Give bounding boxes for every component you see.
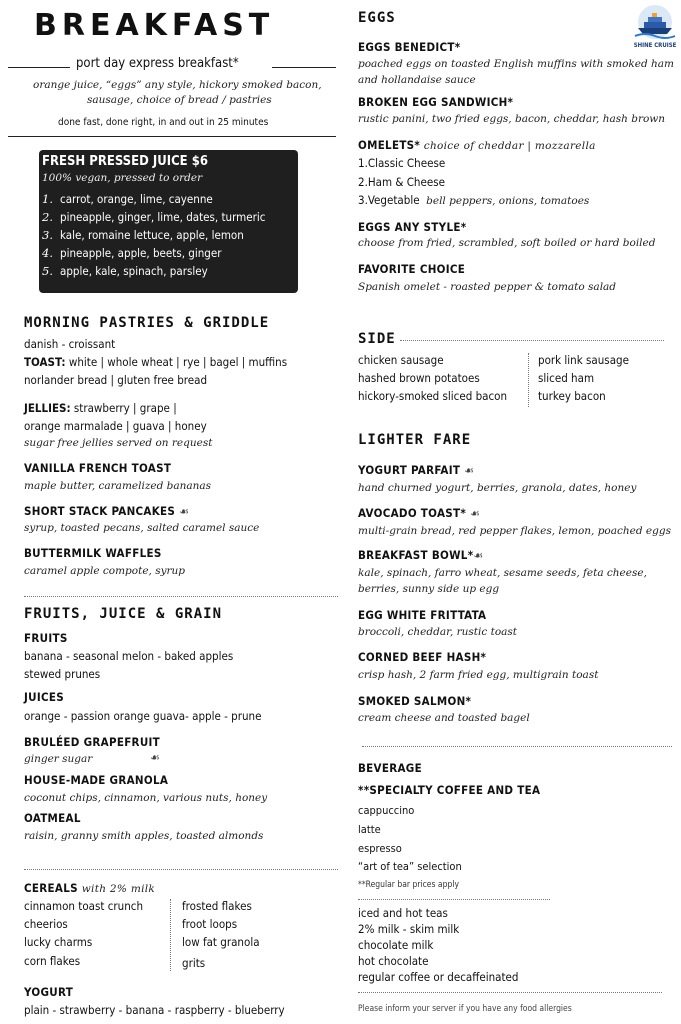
beverage-item: cappuccino (358, 804, 415, 817)
fruits-heading: FRUITS (24, 631, 68, 645)
specialty-heading: **SPECIALTY COFFEE AND TEA (358, 783, 541, 797)
cereal-item: grits (182, 956, 206, 970)
favorite-name: FAVORITE CHOICE (358, 262, 466, 276)
side-item: sliced ham (538, 371, 595, 385)
allergy-note: Please inform your server if you have any food allergies (358, 1004, 572, 1014)
avocado-desc: multi-grain bread, red pepper flakes, lemon, poached eggs (358, 525, 671, 537)
cereal-item: low fat granola (182, 935, 260, 949)
plant-based-icon: ☙ (464, 464, 475, 477)
juice-item-text: apple, kale, spinach, parsley (60, 264, 208, 278)
juice-item-text: pineapple, apple, beets, ginger (60, 246, 222, 260)
plant-based-icon: ☙ (179, 505, 190, 518)
bowl-desc1: kale, spinach, farro wheat, sesame seeds, feta cheese, (358, 567, 647, 579)
plant-based-icon: ☙ (150, 751, 160, 764)
express-divider-right (272, 67, 336, 68)
cereal-item: froot loops (182, 917, 238, 931)
juice-item-number: 5. (42, 264, 53, 278)
favorite-desc: Spanish omelet - roasted pepper & tomato salad (358, 281, 617, 293)
express-divider-left (8, 67, 70, 68)
cruise-logo (630, 4, 680, 52)
beverage-item: “art of tea” selection (358, 860, 462, 873)
grapefruit-name: BRULÉED GRAPEFRUIT (24, 735, 161, 749)
juice-subtitle: 100% vegan, pressed to order (42, 172, 203, 184)
omelets-name: OMELETS* (358, 138, 421, 152)
salmon-name: SMOKED SALMON* (358, 694, 472, 708)
section-divider (24, 596, 338, 597)
juice-item (42, 228, 244, 242)
grapefruit-desc: ginger sugar (24, 753, 93, 765)
omelets-line (358, 138, 596, 153)
juice-item-text: pineapple, ginger, lime, dates, turmeric (60, 210, 266, 224)
toast-line2: norlander bread | gluten free bread (24, 373, 208, 387)
cereal-item: lucky charms (24, 935, 93, 949)
juice-item-number: 1. (42, 192, 53, 206)
side-section-title: SIDE (358, 331, 396, 347)
omelet-option-vegetable (358, 193, 589, 208)
beverage-heading: BEVERAGE (358, 761, 422, 775)
beverage-item: latte (358, 823, 381, 836)
cereal-item: corn flakes (24, 954, 81, 968)
plant-based-icon: ☙ (473, 549, 484, 562)
avocado-label: AVOCADO TOAST* (358, 506, 467, 520)
basic-beverage: iced and hot teas (358, 906, 448, 920)
basic-beverage: hot chocolate (358, 954, 429, 968)
express-tagline: done fast, done right, in and out in 25 minutes (58, 117, 269, 128)
cereals-title: CEREALS (24, 881, 78, 895)
jellies-label: JELLIES: (24, 401, 71, 415)
side-column-divider (528, 353, 529, 407)
beverage-item: espresso (358, 842, 402, 855)
benedict-desc2: and hollandaise sauce (358, 74, 476, 86)
yogurt-line: plain - strawberry - banana - raspberry - blueberry (24, 1003, 285, 1017)
cereal-item: frosted flakes (182, 899, 252, 913)
basic-beverage: regular coffee or decaffeinated (358, 970, 519, 984)
french-toast-desc: maple butter, caramelized bananas (24, 480, 212, 492)
fruits-line1: banana - seasonal melon - baked apples (24, 649, 234, 663)
pancakes-label: SHORT STACK PANCAKES (24, 504, 176, 518)
side-item: hickory-smoked sliced bacon (358, 389, 508, 403)
juices-heading: JUICES (24, 690, 65, 704)
parfait-label: YOGURT PARFAIT (358, 463, 461, 477)
juice-title: FRESH PRESSED JUICE $6 (42, 154, 208, 169)
oatmeal-name: OATMEAL (24, 811, 81, 825)
hash-desc: crisp hash, 2 farm fried egg, multigrain toast (358, 669, 599, 681)
benedict-desc1: poached eggs on toasted English muffins with smoked ham (358, 58, 675, 70)
juice-item (42, 246, 221, 260)
bowl-label: BREAKFAST BOWL* (358, 548, 474, 562)
any-style-desc: choose from fried, scrambled, soft boiled or hard boiled (358, 237, 656, 249)
toast-line (24, 355, 287, 370)
omelet-option: 1.Classic Cheese (358, 156, 446, 170)
express-title: port day express breakfast* (76, 56, 239, 71)
side-divider (400, 340, 664, 341)
yogurt-heading: YOGURT (24, 985, 74, 999)
express-divider-bottom (8, 136, 336, 137)
section-divider (362, 746, 672, 747)
omelet-vegetable-desc: bell peppers, onions, tomatoes (426, 195, 590, 207)
jellies-line (24, 401, 177, 416)
granola-desc: coconut chips, cinnamon, various nuts, honey (24, 792, 268, 804)
parfait-name (358, 463, 474, 478)
parfait-desc: hand churned yogurt, berries, granola, dates, honey (358, 482, 637, 494)
ship-icon (630, 4, 680, 42)
french-toast-name: VANILLA FRENCH TOAST (24, 461, 172, 475)
toast-label: TOAST: (24, 355, 66, 369)
jellies-note: sugar free jellies served on request (24, 437, 213, 449)
toast-options: white | whole wheat | rye | bagel | muffins (65, 355, 288, 369)
omelets-note: choice of cheddar | mozzarella (420, 140, 596, 152)
juice-item-number: 3. (42, 228, 53, 242)
express-desc-line2: sausage, choice of bread / pastries (87, 94, 272, 106)
side-item: pork link sausage (538, 353, 629, 367)
eggs-section-title: EGGS (358, 10, 396, 26)
juice-item (42, 264, 208, 278)
side-item: turkey bacon (538, 389, 606, 403)
benedict-name: EGGS BENEDICT* (358, 40, 461, 54)
pancakes-desc: syrup, toasted pecans, salted caramel sauce (24, 522, 260, 534)
juice-item-text: carrot, orange, lime, cayenne (60, 192, 213, 206)
section-divider (358, 992, 662, 993)
bowl-name (358, 548, 484, 563)
side-item: chicken sausage (358, 353, 444, 367)
cereal-item: cinnamon toast crunch (24, 899, 144, 913)
granola-name: HOUSE-MADE GRANOLA (24, 773, 169, 787)
sandwich-name: BROKEN EGG SANDWICH* (358, 95, 514, 109)
jellies-options: strawberry | grape | (70, 401, 177, 415)
cereals-subtitle: with 2% milk (81, 883, 156, 895)
salmon-desc: cream cheese and toasted bagel (358, 712, 530, 724)
lighter-section-title: LIGHTER FARE (358, 432, 472, 448)
pastries-line: danish - croissant (24, 337, 116, 351)
juice-item (42, 210, 265, 224)
omelet-option: 3.Vegetable (358, 193, 420, 207)
frittata-desc: broccoli, cheddar, rustic toast (358, 626, 518, 638)
menu-title: BREAKFAST (34, 8, 275, 43)
juice-item-number: 2. (42, 210, 53, 224)
cereal-item: cheerios (24, 917, 68, 931)
pastries-section-title: MORNING PASTRIES & GRIDDLE (24, 315, 270, 331)
fruits-section-title: FRUITS, JUICE & GRAIN (24, 606, 223, 622)
fruits-line2: stewed prunes (24, 667, 101, 681)
cereal-column-divider (170, 899, 171, 971)
juice-item-text: kale, romaine lettuce, apple, lemon (60, 228, 244, 242)
jellies-line2: orange marmalade | guava | honey (24, 419, 207, 433)
avocado-name (358, 506, 480, 521)
section-divider (24, 869, 338, 870)
plant-based-icon: ☙ (469, 507, 481, 520)
section-divider (358, 899, 550, 900)
regular-price-note: **Regular bar prices apply (358, 880, 459, 890)
cereals-heading (24, 881, 155, 896)
bowl-desc2: berries, sunny side up egg (358, 583, 500, 595)
basic-beverage: chocolate milk (358, 938, 434, 952)
pancakes-name (24, 504, 189, 519)
omelet-option: 2.Ham & Cheese (358, 175, 445, 189)
any-style-name: EGGS ANY STYLE* (358, 220, 467, 234)
waffles-desc: caramel apple compote, syrup (24, 565, 186, 577)
frittata-name: EGG WHITE FRITTATA (358, 608, 487, 622)
express-desc-line1: orange juice, “eggs” any style, hickory smoked bacon, (33, 79, 322, 91)
juice-item-number: 4. (42, 246, 53, 260)
side-item: hashed brown potatoes (358, 371, 480, 385)
oatmeal-desc: raisin, granny smith apples, toasted almonds (24, 830, 264, 842)
waffles-name: BUTTERMILK WAFFLES (24, 546, 162, 560)
juice-item (42, 192, 213, 206)
basic-beverage: 2% milk - skim milk (358, 922, 460, 936)
fresh-juice-box (39, 150, 298, 293)
juices-line: orange - passion orange guava- apple - prune (24, 709, 262, 723)
logo-text: SHINE CRUISE (633, 42, 677, 49)
sandwich-desc: rustic panini, two fried eggs, bacon, cheddar, hash brown (358, 113, 666, 125)
hash-name: CORNED BEEF HASH* (358, 650, 487, 664)
